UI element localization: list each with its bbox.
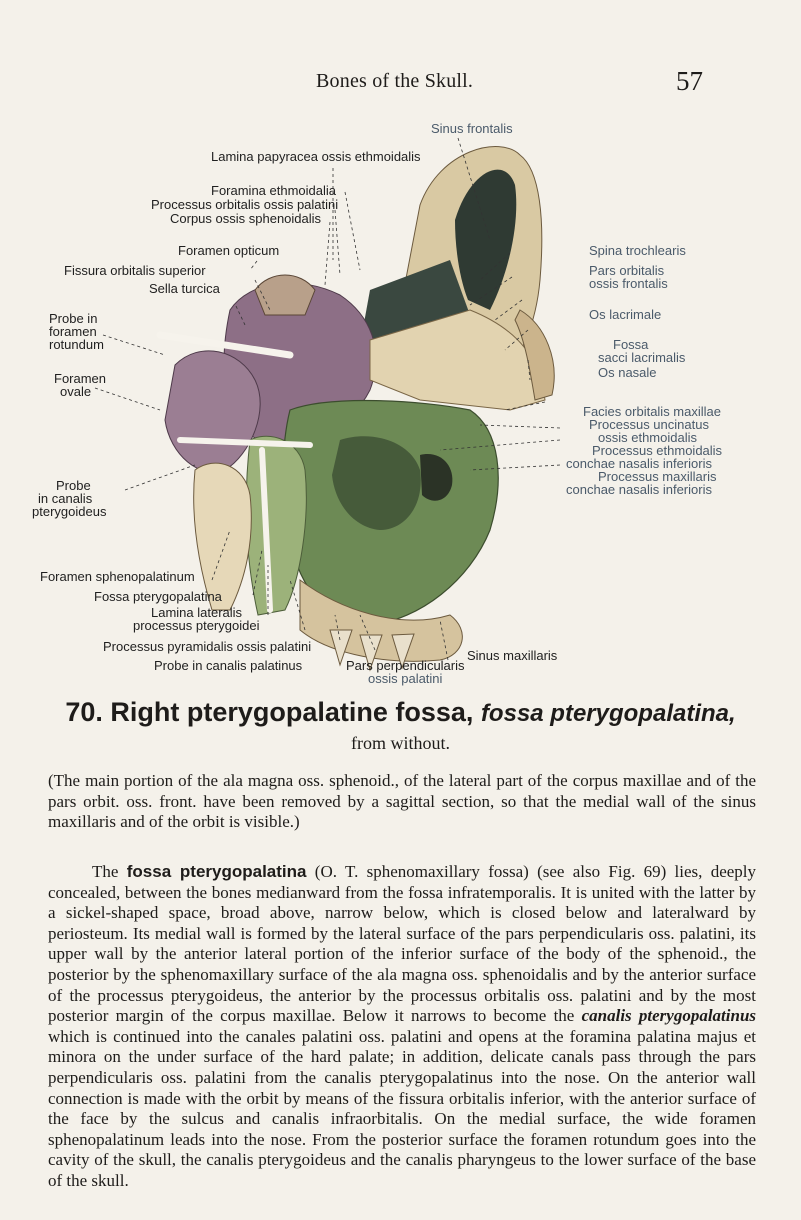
label-pars-orbitalis-2: ossis frontalis xyxy=(589,276,668,291)
body-intro: The xyxy=(92,862,119,881)
label-facies-orbitalis: Facies orbitalis maxillae xyxy=(583,404,721,419)
page-header xyxy=(0,66,801,100)
caption-latin-name: fossa pterygopalatina, xyxy=(480,700,736,727)
sphenoid-lower xyxy=(165,351,260,472)
label-sinus-frontalis: Sinus frontalis xyxy=(431,121,513,136)
label-probe-palatinus: Probe in canalis palatinus xyxy=(154,658,303,673)
body-term: fossa pterygopalatina xyxy=(126,862,307,881)
label-foramen-opticum: Foramen opticum xyxy=(178,243,280,258)
sella-turcica xyxy=(255,275,315,315)
body-term-2: canalis pterygopalatinus xyxy=(581,1006,757,1026)
label-foramina-ethmoidalia: Foramina ethmoidalia xyxy=(211,183,337,198)
label-foramen-ovale-1: Foramen xyxy=(54,371,107,386)
label-os-lacrimale: Os lacrimale xyxy=(589,307,662,322)
label-os-nasale: Os nasale xyxy=(598,365,657,380)
label-lamina-papyracea: Lamina papyracea ossis ethmoidalis xyxy=(211,149,421,164)
label-probe-pterygoideus-2: in canalis xyxy=(38,491,93,506)
label-pars-perpendicularis-1: Pars perpendicularis xyxy=(346,658,465,673)
label-fissura-orbitalis: Fissura orbitalis superior xyxy=(64,263,206,278)
palatine-bone xyxy=(246,436,306,615)
label-sella-turcica: Sella turcica xyxy=(149,281,220,296)
body-text-2: which is continued into the canales palatini oss. palatini and opens at the foramina palatina majus et minora on the under surface of the hard palate; in addition, delicate canals pass through the pars perpendicularis oss. palatini from the canalis pterygopalatinus into the nose. On the anterior wall connection is made with the orbit by means of the fissura orbitalis inferior, with the anterior surface of the face by the sulcus and canalis infraorbitalis. On the medial surface, the wide foramen sphenopalatinum leads into the nose. From the posterior surface the foramen rotundum goes into the cavity of the skull, the canalis pterygoideus and the canalis pharyngeus to the lower surface of the base of the skull. xyxy=(48,1026,756,1190)
figure-caption-subtitle: from without. xyxy=(351,733,450,753)
label-pars-perpendicularis-2: ossis palatini xyxy=(368,671,443,686)
label-processus-ethmoidalis-2: conchae nasalis inferioris xyxy=(566,456,712,471)
label-sinus-maxillaris: Sinus maxillaris xyxy=(467,648,558,663)
label-fossa-pterygopalatina: Fossa pterygopalatina xyxy=(94,589,222,604)
anatomical-figure xyxy=(0,110,801,690)
label-processus-pyramidalis: Processus pyramidalis ossis palatini xyxy=(103,639,312,654)
label-lamina-lateralis-1: Lamina lateralis xyxy=(151,605,243,620)
label-fossa-sacci-1: Fossa xyxy=(613,337,649,352)
label-lamina-lateralis-2: processus pterygoidei xyxy=(133,618,260,633)
label-foramen-sphenopalatinum: Foramen sphenopalatinum xyxy=(40,569,195,584)
label-processus-uncinatus-1: Processus uncinatus xyxy=(589,417,709,432)
label-processus-ethmoidalis-1: Processus ethmoidalis xyxy=(592,443,723,458)
body-text xyxy=(48,862,756,1192)
running-title: Bones of the Skull. xyxy=(316,70,474,92)
label-probe-pterygoideus-3: pterygoideus xyxy=(32,504,107,519)
label-processus-maxillaris-1: Processus maxillaris xyxy=(598,469,717,484)
page-number: 57 xyxy=(676,66,703,96)
label-foramen-ovale-2: ovale xyxy=(60,384,92,399)
pterygoid-process xyxy=(194,463,252,610)
caption-title-text: 70. Right pterygopalatine fossa, xyxy=(65,697,474,727)
body-paragraph xyxy=(48,862,756,1192)
label-fossa-sacci-2: sacci lacrimalis xyxy=(598,350,686,365)
label-probe-rotundum-3: rotundum xyxy=(49,337,104,352)
label-corpus-sphenoidalis: Corpus ossis sphenoidalis xyxy=(170,211,322,226)
label-processus-orbitalis-palatini: Processus orbitalis ossis palatini xyxy=(151,197,339,212)
body-text-1: (O. T. sphenomaxillary fossa) (see also Fig. 69) lies, deeply concealed, between the bones medianward from the fossa infratemporalis. It is united with the latter by a sickel-shaped space, broad above, narrow below, which is closed below and lateralward by periosteum. Its medial wall is formed by the lateral surface of the pars perpendicularis oss. palatini, its upper wall by the anterior lateral portion of the inferior surface of the body of the sphenoid., the posterior by the sphenomaxillary surface of the ala magna oss. sphenoidalis and by the anterior surface of the processus pterygoideus, the anterior by the processus orbitalis oss. palatini and by the most posterior margin of the corpus maxillae. Below it narrows to become the xyxy=(48,862,757,1026)
label-probe-rotundum-1: Probe in xyxy=(49,311,98,326)
figure-caption-title xyxy=(0,697,801,728)
label-spina-trochlearis: Spina trochlearis xyxy=(589,243,686,258)
label-processus-maxillaris-2: conchae nasalis inferioris xyxy=(566,482,712,497)
figure-note: (The main portion of the ala magna oss. sphenoid., of the lateral part of the corpus maxillae and of the pars orbit. oss. front. have been removed by a sagittal section, so that the medial wall of the sinus maxillaris and of the orbit is visible.) xyxy=(48,771,756,832)
label-probe-rotundum-2: foramen xyxy=(49,324,97,339)
label-probe-pterygoideus-1: Probe xyxy=(56,478,91,493)
label-processus-uncinatus-2: ossis ethmoidalis xyxy=(598,430,697,445)
label-pars-orbitalis-1: Pars orbitalis xyxy=(589,263,665,278)
